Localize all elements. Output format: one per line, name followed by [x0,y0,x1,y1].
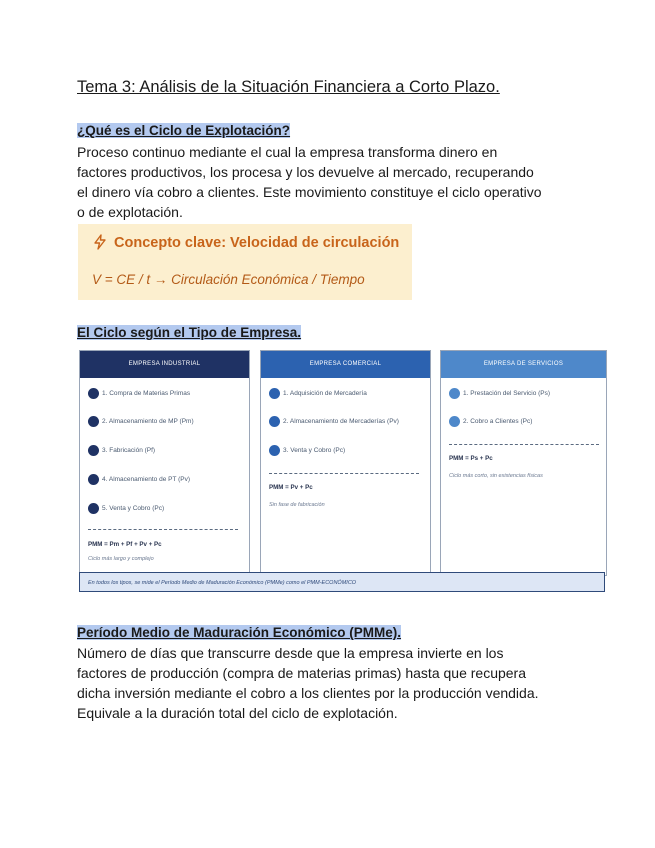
step-dot-icon [88,416,99,427]
lightning-icon [92,234,110,251]
step-dot-icon [88,388,99,399]
paragraph-line: el dinero vía cobro a clientes. Este movimiento constituye el ciclo operativo [77,184,542,200]
paragraph-pmme [77,643,597,723]
step-dot-icon [269,445,280,456]
step-item [269,414,399,428]
pmm-formula: PMM = Pm + Pf + Pv + Pc [88,541,162,548]
divider [88,529,238,530]
step-label: 4. Almacenamiento de PT (Pv) [102,475,191,483]
step-item [88,386,190,400]
step-label: 2. Cobro a Clientes (Pc) [463,417,533,425]
paragraph-line: Número de días que transcurre desde que la empresa invierte en los [77,645,504,661]
step-label: 3. Venta y Cobro (Pc) [283,446,346,454]
pmm-formula: PMM = Pv + Pc [269,484,313,491]
card-industrial [79,350,250,576]
step-label: 1. Prestación del Servicio (Ps) [463,389,551,397]
card-comercial [260,350,431,576]
step-item [449,414,532,428]
section-heading-tipo-empresa: El Ciclo según el Tipo de Empresa. [77,325,302,340]
paragraph-ciclo-explotacion [77,142,597,222]
card-header: EMPRESA INDUSTRIAL [80,351,249,378]
section-heading-pmme: Período Medio de Maduración Económico (PMMe). [77,625,402,640]
step-item [88,443,155,457]
document-title: Tema 3: Análisis de la Situación Financiera a Corto Plazo. [77,78,500,96]
card-note: Sin fase de fabricación [269,502,325,508]
callout-title-row [92,234,399,251]
callout-title: Concepto clave: Velocidad de circulación [114,235,400,251]
step-label: 3. Fabricación (Pf) [102,446,156,454]
card-note: Ciclo más largo y complejo [88,556,154,562]
step-label: 2. Almacenamiento de MP (Pm) [102,417,194,425]
paragraph-line: Equivale a la duración total del ciclo de explotación. [77,705,398,721]
section-heading-ciclo-explotacion: ¿Qué es el Ciclo de Explotación? [77,123,291,138]
card-note: Ciclo más corto, sin existencias físicas [449,473,543,479]
step-item [269,386,367,400]
paragraph-line: o de explotación. [77,204,183,220]
diagram-footnote: En todos los tipos, se mide el Período Medio de Maduración Económico (PMMe) como el PMM-ECONÓMICO [79,572,605,592]
step-dot-icon [449,416,460,427]
step-item [88,501,164,515]
step-dot-icon [88,503,99,514]
step-item [88,472,190,486]
step-item [449,386,550,400]
company-cycle-diagram [79,350,607,593]
step-item [269,443,345,457]
pmm-formula: PMM = Ps + Pc [449,455,493,462]
card-header: EMPRESA DE SERVICIOS [441,351,606,378]
paragraph-line: dicha inversión mediante el cobro a los clientes por la producción vendida. [77,685,539,701]
paragraph-line: Proceso continuo mediante el cual la empresa transforma dinero en [77,144,498,160]
step-label: 1. Adquisición de Mercadería [283,389,367,397]
step-dot-icon [269,388,280,399]
step-dot-icon [449,388,460,399]
card-header: EMPRESA COMERCIAL [261,351,430,378]
divider [269,473,419,474]
step-dot-icon [269,416,280,427]
divider [449,444,599,445]
paragraph-line: factores productivos, los procesa y los devuelve al mercado, recuperando [77,164,534,180]
callout-formula: V = CE / t → Circulación Económica / Tiempo [92,272,365,287]
step-dot-icon [88,445,99,456]
step-label: 2. Almacenamiento de Mercaderías (Pv) [283,417,399,425]
key-concept-callout [78,224,412,300]
step-label: 5. Venta y Cobro (Pc) [102,504,165,512]
step-dot-icon [88,474,99,485]
card-servicios [440,350,607,576]
paragraph-line: factores de producción (compra de materias primas) hasta que recupera [77,665,526,681]
step-label: 1. Compra de Materias Primas [102,389,191,397]
step-item [88,414,194,428]
